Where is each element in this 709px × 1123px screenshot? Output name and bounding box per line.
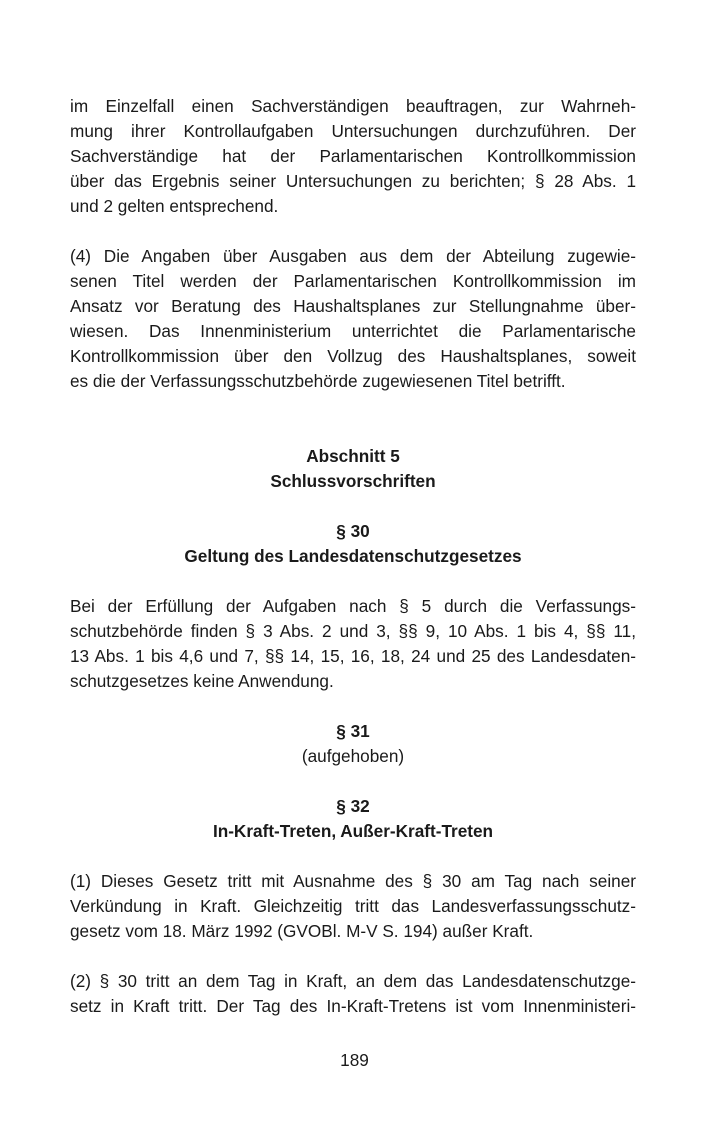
text-line: wiesen. Das Innenministerium unterrichtet die Parlamentarische: [70, 321, 636, 341]
section-31-number: § 31: [336, 721, 370, 741]
text-line: und 2 gelten entsprechend.: [70, 196, 279, 216]
text-line: (1) Dieses Gesetz tritt mit Ausnahme des § 30 am Tag nach seiner: [70, 871, 636, 891]
text-line: über das Ergebnis seiner Untersuchungen zu berichten; § 28 Abs. 1: [70, 171, 636, 191]
section-32-title: In-Kraft-Treten, Außer-Kraft-Treten: [212, 821, 494, 841]
section-label: Abschnitt 5: [306, 446, 400, 466]
section-31-note: (aufgehoben): [301, 746, 405, 766]
text-line: Ansatz vor Beratung des Haushaltsplanes zur Stellungnahme über-: [70, 296, 636, 316]
text-line: setz in Kraft tritt. Der Tag des In-Kraft-Tretens ist vom Innenministeri-: [70, 996, 636, 1016]
page-body: [70, 94, 636, 1019]
text-line: Verkündung in Kraft. Gleichzeitig tritt das Landesverfassungsschutz-: [70, 896, 636, 916]
paragraph-4: [70, 244, 636, 394]
paragraph-continuation: [70, 94, 636, 219]
page-number: 189: [340, 1050, 369, 1070]
section-32-number: § 32: [336, 796, 370, 816]
text-line: es die der Verfassungsschutzbehörde zugewiesenen Titel betrifft.: [70, 371, 566, 391]
text-line: Sachverständige hat der Parlamentarischen Kontrollkommission: [70, 146, 636, 166]
section-30-title: Geltung des Landesdatenschutzgesetzes: [184, 546, 522, 566]
text-line: (2) § 30 tritt an dem Tag in Kraft, an dem das Landesdatenschutzge-: [70, 971, 636, 991]
section-32-paragraph-2: [70, 969, 636, 1019]
text-line: Kontrollkommission über den Vollzug des Haushaltsplanes, soweit: [70, 346, 636, 366]
text-line: schutzbehörde finden § 3 Abs. 2 und 3, §§ 9, 10 Abs. 1 bis 4, §§ 11,: [70, 621, 636, 641]
text-line: Bei der Erfüllung der Aufgaben nach § 5 durch die Verfassungs-: [70, 596, 636, 616]
section-32-paragraph-1: [70, 869, 636, 944]
section-30-number: § 30: [336, 521, 370, 541]
text-line: mung ihrer Kontrollaufgaben Untersuchungen durchzuführen. Der: [70, 121, 636, 141]
text-line: senen Titel werden der Parlamentarischen Kontrollkommission im: [70, 271, 636, 291]
text-line: gesetz vom 18. März 1992 (GVOBl. M-V S. 194) außer Kraft.: [70, 921, 534, 941]
text-line: im Einzelfall einen Sachverständigen beauftragen, zur Wahrneh-: [70, 96, 636, 116]
section-30-text: [70, 594, 636, 694]
section-title: Schlussvorschriften: [270, 471, 436, 491]
text-line: 13 Abs. 1 bis 4,6 und 7, §§ 14, 15, 16, 18, 24 und 25 des Landesdaten-: [70, 646, 636, 666]
text-line: schutzgesetzes keine Anwendung.: [70, 671, 334, 691]
text-line: (4) Die Angaben über Ausgaben aus dem der Abteilung zugewie-: [70, 246, 636, 266]
